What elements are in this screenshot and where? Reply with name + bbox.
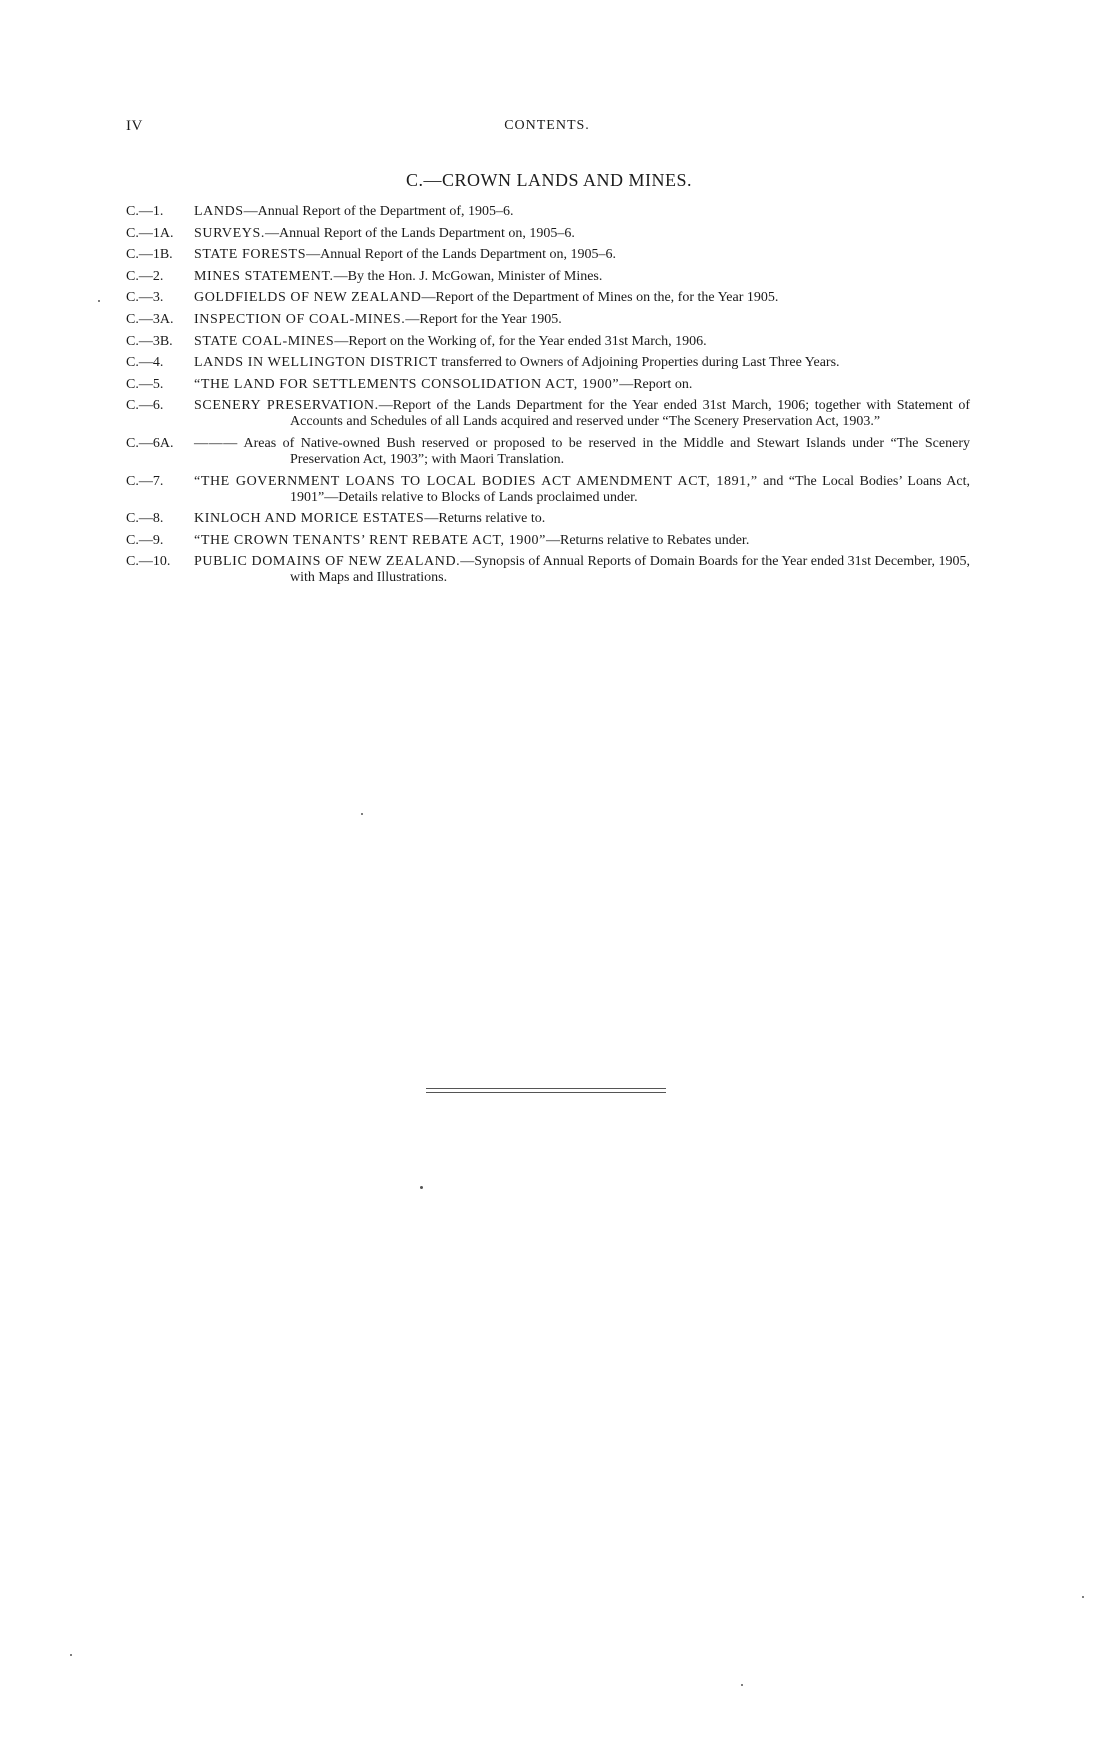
- list-item: [126, 377, 970, 393]
- list-item: [126, 334, 970, 350]
- running-head: CONTENTS.: [504, 118, 590, 133]
- entry-code: C.—6A.: [126, 435, 174, 451]
- list-item: [126, 554, 970, 586]
- entry-text: [194, 377, 970, 393]
- scan-speck: [1082, 1596, 1084, 1598]
- entry-description: —Synopsis of Annual Reports of Domain Boards for the Year ended 31st December, 1905, with Maps and Illustrations.: [290, 554, 970, 586]
- list-item: [126, 204, 970, 220]
- entry-text: [194, 511, 970, 527]
- entry-code: C.—7.: [126, 473, 164, 489]
- entry-code: C.—1.: [126, 204, 164, 219]
- entry-lead: LANDS: [194, 204, 244, 219]
- scan-speck: [420, 1186, 423, 1189]
- entry-description: —Report of the Lands Department for the Year ended 31st March, 1906; together with Statement of Accounts and Schedules of all Lands acquired and reserved under “The Scenery Preservation Act, 1903.”: [290, 398, 970, 430]
- entry-text: [194, 334, 970, 350]
- entry-lead: ———: [194, 435, 238, 451]
- entry-code: C.—3B.: [126, 333, 173, 349]
- entry-description: transferred to Owners of Adjoining Properties during Last Three Years.: [437, 355, 840, 371]
- entry-code: C.—1A.: [126, 225, 174, 241]
- list-item: [126, 474, 970, 506]
- entry-code: C.—3.: [126, 290, 164, 306]
- section-divider: [426, 1088, 666, 1093]
- entry-lead: GOLDFIELDS OF NEW ZEALAND: [194, 290, 422, 306]
- list-item: [126, 533, 970, 549]
- entry-code: C.—8.: [126, 511, 164, 527]
- scan-speck: [361, 813, 363, 815]
- entry-description: —Returns relative to Rebates under.: [545, 532, 750, 548]
- contents-list: [126, 204, 970, 592]
- entry-lead: “THE LAND FOR SETTLEMENTS CONSOLIDATION ACT, 1900”: [194, 376, 620, 392]
- entry-description: —Report on.: [619, 376, 693, 392]
- entry-text: [194, 474, 970, 506]
- entry-description: —Annual Report of the Department of, 1905–6.: [243, 204, 514, 219]
- entry-lead: SURVEYS.: [194, 225, 265, 241]
- entry-text: [194, 554, 970, 586]
- list-item: [126, 436, 970, 468]
- entry-text: [194, 247, 970, 263]
- list-item: [126, 511, 970, 527]
- entry-code: C.—6.: [126, 398, 164, 414]
- entry-code: C.—10.: [126, 554, 171, 570]
- scan-speck: [70, 1654, 72, 1656]
- entry-lead: KINLOCH AND MORICE ESTATES: [194, 511, 425, 527]
- entry-lead: SCENERY PRESERVATION.: [194, 398, 379, 414]
- entry-text: [194, 398, 970, 430]
- entry-lead: INSPECTION OF COAL-MINES.: [194, 311, 406, 327]
- entry-code: C.—9.: [126, 532, 164, 548]
- entry-text: [194, 355, 970, 371]
- entry-description: —Annual Report of the Lands Department on, 1905–6.: [264, 225, 575, 241]
- entry-description: —Report for the Year 1905.: [405, 311, 562, 327]
- entry-code: C.—1B.: [126, 247, 173, 263]
- entry-description: —Report on the Working of, for the Year ended 31st March, 1906.: [334, 333, 707, 349]
- list-item: [126, 355, 970, 371]
- entry-code: C.—2.: [126, 268, 164, 284]
- entry-description: and “The Local Bodies’ Loans Act, 1901”—Details relative to Blocks of Lands proclaimed under.: [290, 473, 971, 505]
- entry-code: C.—5.: [126, 376, 164, 392]
- entry-description: —Report of the Department of Mines on the, for the Year 1905.: [421, 290, 779, 306]
- entry-code: C.—4.: [126, 355, 164, 371]
- entry-lead: “THE CROWN TENANTS’ RENT REBATE ACT, 1900”: [194, 532, 546, 548]
- entry-lead: “THE GOVERNMENT LOANS TO LOCAL BODIES ACT AMENDMENT ACT, 1891,”: [194, 473, 758, 489]
- section-title: C.—CROWN LANDS AND MINES.: [405, 170, 692, 190]
- entry-description: Areas of Native-owned Bush reserved or proposed to be reserved in the Middle and Stewart Islands under “The Scenery Preservation Act, 1903”; with Maori Translation.: [237, 435, 970, 467]
- entry-text: [194, 290, 970, 306]
- entry-lead: STATE FORESTS: [194, 247, 307, 263]
- entry-lead: PUBLIC DOMAINS OF NEW ZEALAND.: [194, 554, 461, 570]
- entry-description: —Annual Report of the Lands Department on, 1905–6.: [306, 247, 616, 263]
- scan-speck: [98, 300, 100, 302]
- list-item: [126, 312, 970, 328]
- entry-text: [194, 226, 970, 242]
- entry-text: [194, 269, 970, 285]
- list-item: [126, 290, 970, 306]
- scan-speck: [741, 1684, 743, 1686]
- list-item: [126, 247, 970, 263]
- list-item: [126, 398, 970, 430]
- page-number: IV: [126, 118, 143, 134]
- entry-text: [194, 533, 970, 549]
- entry-description: —Returns relative to.: [424, 511, 546, 527]
- entry-lead: MINES STATEMENT.: [194, 268, 334, 284]
- entry-lead: STATE COAL-MINES: [194, 333, 335, 349]
- entry-description: —By the Hon. J. McGowan, Minister of Mines.: [333, 268, 603, 284]
- entry-lead: LANDS IN WELLINGTON DISTRICT: [194, 355, 438, 371]
- list-item: [126, 226, 970, 242]
- entry-code: C.—3A.: [126, 311, 174, 327]
- entry-text: [194, 436, 970, 468]
- list-item: [126, 269, 970, 285]
- entry-text: [194, 204, 970, 220]
- entry-text: [194, 312, 970, 328]
